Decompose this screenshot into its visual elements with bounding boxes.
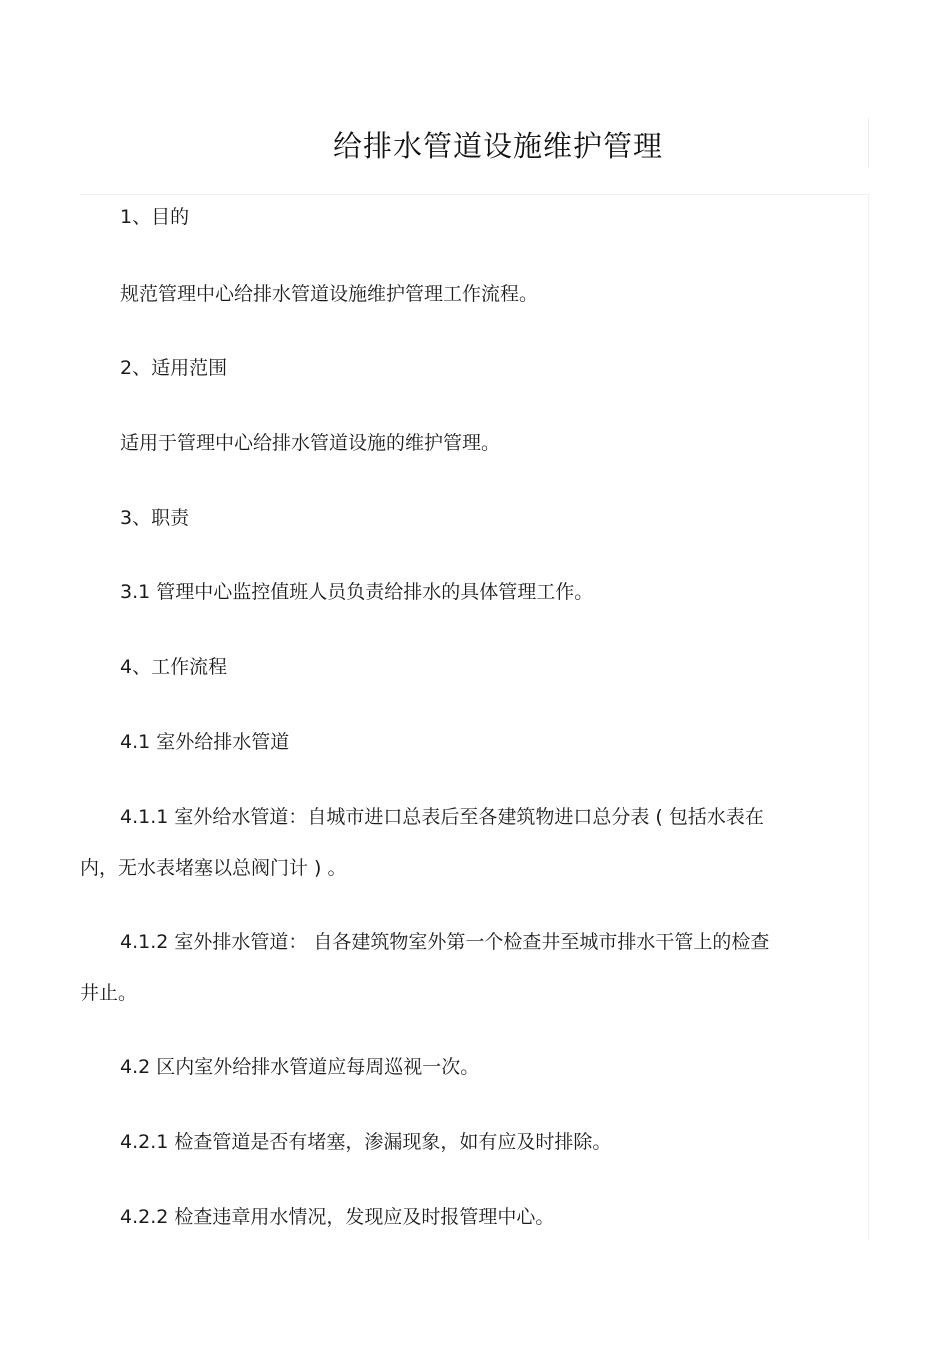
section-heading-workflow: 4、工作流程: [120, 656, 228, 678]
vertical-divider-body: [868, 195, 869, 1240]
paragraph-4-1-2-line-1: 4.1.2 室外排水管道： 自各建筑物室外第一个检查井至城市排水干管上的检查: [120, 931, 770, 953]
section-heading-duties: 3、职责: [120, 507, 190, 529]
subheading-4-1: 4.1 室外给排水管道: [120, 731, 290, 753]
paragraph-4-1-1-line-1: 4.1.1 室外给水管道：自城市进口总表后至各建筑物进口总分表 ( 包括水表在: [120, 806, 764, 828]
section-heading-purpose: 1、目的: [120, 206, 190, 228]
paragraph-4-2-1: 4.2.1 检查管道是否有堵塞，渗漏现象，如有应及时排除。: [120, 1131, 612, 1153]
paragraph-4-1-2-line-2: 井止。: [80, 982, 138, 1004]
section-heading-scope: 2、适用范围: [120, 357, 228, 379]
paragraph-duties-3-1: 3.1 管理中心监控值班人员负责给排水的具体管理工作。: [120, 581, 594, 603]
paragraph-4-2: 4.2 区内室外给排水管道应每周巡视一次。: [120, 1056, 480, 1078]
paragraph-scope: 适用于管理中心给排水管道设施的维护管理。: [120, 432, 501, 454]
paragraph-4-1-1-line-2: 内，无水表堵塞以总阀门计 ) 。: [80, 857, 347, 879]
vertical-divider-top: [868, 118, 869, 168]
horizontal-divider: [80, 194, 870, 195]
document-title: 给排水管道设施维护管理: [332, 129, 663, 163]
paragraph-purpose: 规范管理中心给排水管道设施维护管理工作流程。: [120, 283, 539, 305]
paragraph-4-2-2: 4.2.2 检查违章用水情况，发现应及时报管理中心。: [120, 1206, 555, 1228]
